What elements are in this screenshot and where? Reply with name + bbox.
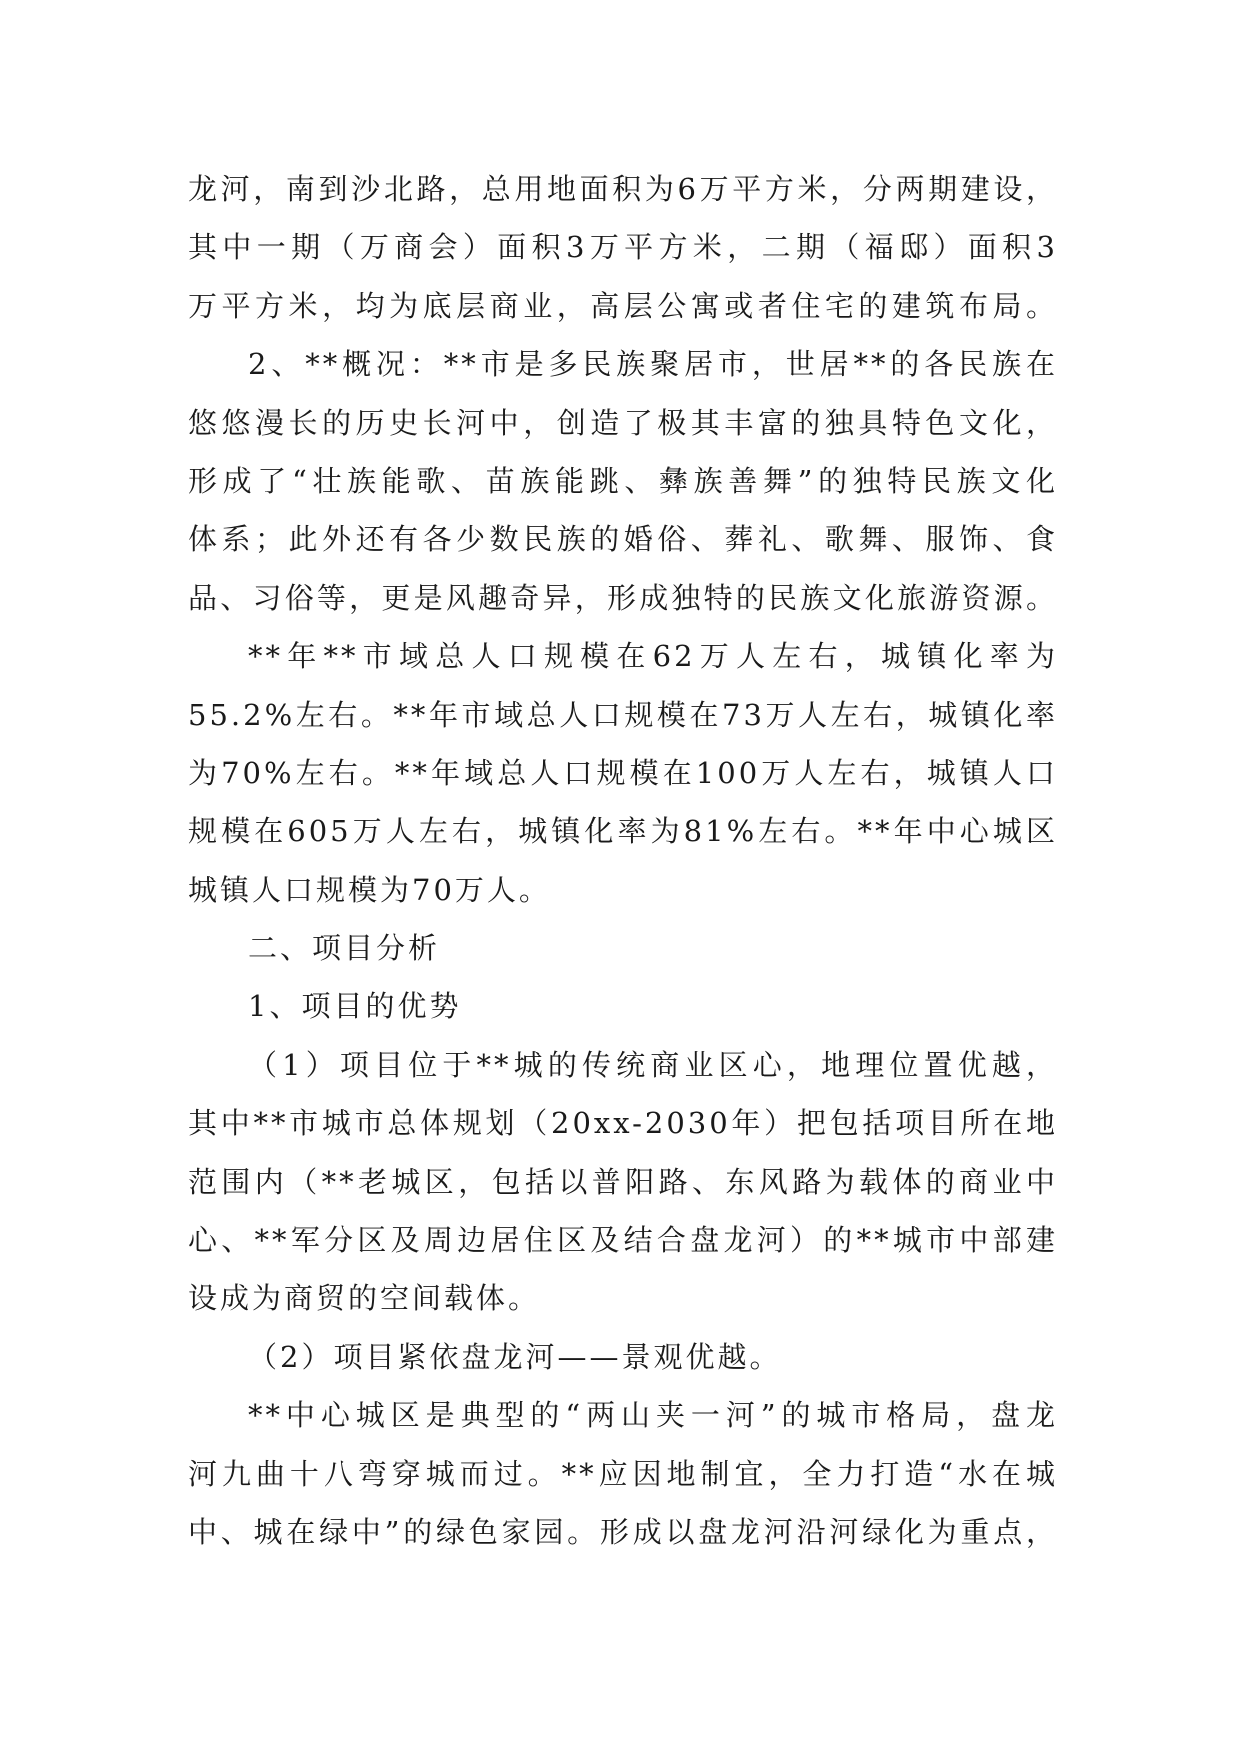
text-line: 城镇人口规模为70万人。 (188, 872, 551, 907)
text-line: 河九曲十八弯穿城而过。**应因地制宜，全力打造“水在城 (188, 1456, 1058, 1491)
text-line: 范围内（**老城区，包括以普阳路、东风路为载体的商业中 (188, 1164, 1058, 1199)
text-line: 为70%左右。**年域总人口规模在100万人左右，城镇人口 (188, 755, 1058, 790)
text-line: 形成了“壮族能歌、苗族能跳、彝族善舞”的独特民族文化 (188, 463, 1058, 498)
text-line: 其中**市城市总体规划（20xx-2030年）把包括项目所在地 (188, 1106, 1058, 1141)
text-line: 万平方米，均为底层商业，高层公寓或者住宅的建筑布局。 (188, 288, 1058, 323)
text-line: 其中一期（万商会）面积3万平方米，二期（福邸）面积3 (188, 230, 1058, 265)
text-line: 设成为商贸的空间载体。 (188, 1281, 541, 1316)
text-line: **中心城区是典型的“两山夹一河”的城市格局，盘龙 (248, 1398, 1058, 1433)
text-line: 体系；此外还有各少数民族的婚俗、葬礼、歌舞、服饰、食 (188, 522, 1058, 557)
document-body (188, 160, 1058, 1561)
text-line: 龙河，南到沙北路，总用地面积为6万平方米，分两期建设， (188, 172, 1058, 206)
text-line: 心、**军分区及周边居住区及结合盘龙河）的**城市中部建 (188, 1223, 1058, 1258)
section-heading: 二、项目分析 (248, 931, 441, 966)
text-line: （1）项目位于**城的传统商业区心，地理位置优越， (248, 1047, 1058, 1082)
text-line: （2）项目紧依盘龙河——景观优越。 (248, 1339, 782, 1374)
text-line: 悠悠漫长的历史长河中，创造了极其丰富的独具特色文化， (188, 405, 1058, 440)
subsection-heading: 1、项目的优势 (248, 989, 462, 1024)
text-line: 中、城在绿中”的绿色家园。形成以盘龙河沿河绿化为重点， (188, 1514, 1058, 1549)
text-line: 55.2%左右。**年市域总人口规模在73万人左右，城镇化率 (188, 697, 1058, 732)
text-line: 2、**概况：**市是多民族聚居市，世居**的各民族在 (248, 347, 1058, 382)
text-line: 规模在605万人左右，城镇化率为81%左右。**年中心城区 (188, 814, 1058, 849)
text-line: 品、习俗等，更是风趣奇异，形成独特的民族文化旅游资源。 (188, 580, 1058, 615)
text-line: **年**市域总人口规模在62万人左右，城镇化率为 (248, 639, 1058, 674)
